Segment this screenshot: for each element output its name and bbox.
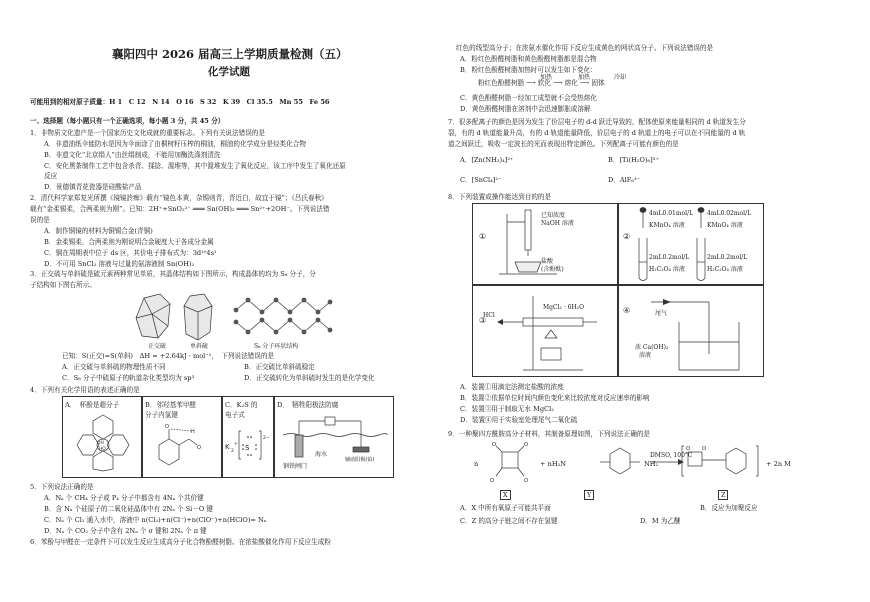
calixarene-structure	[75, 411, 131, 473]
q2-stem: 2．清代科学家郑复光所撰《镜镜詅痴》载有“镜色本黄，杂锡则青，青近白，故宜于镜”；《吕氏春秋》	[30, 194, 328, 202]
q5-option-b: B．含 Nₐ 个硅原子的二氧化硅晶体中有 2Nₐ 个 Si－O 键	[44, 505, 213, 513]
q1-option-c: C．安化黑茶制作工艺中包含杀青、揉捻、渥堆等，其中渥堆发生了氧化反应，该工序中发生了氧化还原	[44, 162, 346, 170]
q8-option-c: C．装置③用于制取无水 MgCl₂	[460, 405, 554, 413]
q7-stem-2: 裂，有的 d 轨道能量升高，有的 d 轨道能量降低，价层电子的 d 轨道上的电子可以在不同能量的 d 轨	[448, 129, 746, 137]
q8-number-1: ①	[479, 232, 487, 241]
q7-stem: 7．很多配离子的颜色是因为发生了价层电子的 d-d 跃迁导致的，配体使原来能量相同的 d 轨道发生分	[448, 118, 746, 126]
q8-box2-kmno4-conc-1: 4mL0.01mol/L	[649, 210, 694, 217]
svg-text:2−: 2−	[263, 436, 270, 441]
q4-cell-b-label-2: 分子内氢键	[145, 411, 178, 419]
q4-cell-b	[142, 396, 222, 478]
svg-text:H: H	[191, 429, 195, 435]
q4-cell-c-label: C．K₂S 的	[225, 401, 258, 409]
q6-heat-1: 加热	[540, 74, 553, 81]
svg-text:O: O	[524, 478, 529, 484]
q8-box-2	[618, 203, 764, 285]
q7-option-c: C．[SnCl₄]²⁻	[460, 176, 502, 184]
q3-stem-2: 子结构如下图右所示。	[30, 281, 96, 289]
page-subtitle: 化学试题	[208, 66, 250, 78]
q1-stem: 1．非物质文化遗产是一个国家历史文化成就的重要标志。下列有关说法错误的是	[30, 129, 265, 137]
q5-option-d: D．Nₐ 个 CO₂ 分子中含有 2Nₐ 个 σ 键和 2Nₐ 个 π 键	[44, 527, 207, 535]
k2s-electron-dot	[225, 425, 273, 469]
q9-reaction-scheme	[482, 440, 772, 492]
q1-option-a: A．非遗油纸伞能防水是因为伞面涂了由桐树籽压榨的桐油，桐油的化学成分是烃类化合物	[44, 140, 306, 148]
svg-text:S: S	[245, 444, 250, 452]
svg-text:OH: OH	[97, 441, 104, 446]
q6-option-d: D．黄色酚醛树脂在溶剂中会迅速膨胀或溶解	[460, 105, 591, 113]
q4-cell-a-label: A． 杯酚是超分子	[65, 401, 120, 409]
q6-option-b: B．粉红色酚醛树脂加热时可以发生如下变化：	[460, 66, 597, 74]
q8-box2-oxalic-conc-1: 2mL0.2mol/L	[649, 254, 690, 261]
q2-stem-3: 误的是	[30, 216, 50, 224]
caption-orthorhombic: 正交硫	[148, 343, 167, 350]
q8-box2-kmno4-2: KMnO₄ 溶液	[707, 222, 743, 229]
q7-option-d: D．AlF₆³⁻	[608, 176, 641, 184]
salicylaldehyde-structure	[151, 421, 215, 473]
q9-stem: 9．一种聚四方酰胺高分子材料，其制备原理如图，下列说法正确的是	[448, 430, 651, 438]
q6-b-chain: 粉红色酚醛树脂 ⟶ 软化 ⟶ 熔化 ⟶ 固体	[478, 79, 605, 87]
q8-option-a: A．装置①用滴定法测定盐酸的浓度	[460, 383, 564, 391]
q2-option-c: C．铜在周期表中位于 ds 区，其价电子排布式为：3d¹⁰4s¹	[44, 249, 217, 257]
q4-cell-c	[222, 396, 274, 478]
q9-byproduct: + 2n M	[766, 460, 791, 468]
page-title: 襄阳四中 2026 届高三上学期质量检测（五）	[112, 47, 348, 61]
q3-option-d: D．正交硫转化为单斜硫时发生的是化学变化	[244, 374, 375, 382]
q8-box1-naoh-2: NaOH 溶液	[541, 220, 574, 227]
q8-box3-hcl: HCl	[483, 312, 495, 319]
q6-stem: 6．苯酚与甲醛在一定条件下可以发生反应生成高分子化合物酚醛树脂。在浓盐酸催化作用下反应生成粉	[30, 538, 331, 546]
q9-condition: DMSO, 100°C	[650, 452, 693, 459]
q8-box-3	[472, 285, 618, 377]
q1-option-d: D．景德镇青花瓷器是硅酸盐产品	[44, 183, 142, 191]
gas-absorption-apparatus	[649, 290, 761, 374]
q5-stem: 5．下列说法正确的是	[30, 483, 94, 491]
q7-option-b: B．[Ti(H₂O)₆]³⁺	[608, 156, 659, 164]
q8-option-b: B．装置②依据单位时间内颜色变化来比较浓度对反应速率的影响	[460, 394, 650, 402]
q8-box2-oxalic-2: H₂C₂O₄ 溶液	[707, 266, 743, 273]
svg-text:O: O	[197, 445, 201, 451]
q3-option-a: A．正交硫与单斜硫的物理性质不同	[62, 363, 166, 371]
q8-box1-hcl-2: (含酚酞)	[541, 266, 564, 273]
svg-text:O: O	[702, 446, 707, 452]
q9-diamine-suffix: NH₂	[644, 460, 659, 468]
q4-cell-a	[62, 396, 142, 478]
svg-text:O: O	[165, 424, 169, 430]
q4-cell-c-label-2: 电子式	[225, 411, 245, 419]
q6-option-a: A．粉红色酚醛树脂和黄色酚醛树脂都是混合物	[460, 55, 597, 63]
svg-text:+: +	[234, 442, 238, 447]
q9-option-a: A．X 中所有氧原子可能共平面	[460, 504, 551, 512]
q9-label-x: X	[500, 490, 511, 500]
q3-option-c: C．S₈ 分子中硫原子的轨道杂化类型均为 sp³	[62, 374, 195, 382]
q8-box1-naoh-1: 已知浓度	[541, 212, 566, 219]
svg-text:HO: HO	[99, 447, 106, 452]
svg-text:2: 2	[231, 449, 234, 454]
q2-option-a: A．制作铜镜的材料为铜锡合金(青铜)	[44, 227, 153, 235]
aux-anode-label: 辅助阳极(铂)	[345, 456, 375, 463]
q8-box4-tail-gas: 尾气	[655, 310, 668, 317]
q8-box1-hcl-1: 盐酸	[541, 258, 554, 265]
q2-option-b: B．金柔锡柔，合两柔则为刚说明合金硬度大于各成分金属	[44, 238, 214, 246]
q4-cell-d	[274, 396, 394, 478]
q8-option-d: D．装置④用于实验室处理尾气二氧化硫	[460, 416, 578, 424]
q8-number-4: ④	[623, 306, 631, 315]
q8-number-3: ③	[479, 316, 487, 325]
q8-box2-oxalic-1: H₂C₂O₄ 溶液	[649, 266, 685, 273]
q8-box4-solution-1: 浓 Ca(OH)₂	[635, 344, 669, 351]
q9-option-c: C．Z 的高分子链之间不存在氢键	[460, 517, 558, 525]
q9-label-z: Z	[718, 490, 728, 500]
q8-stem: 8．下列装置或操作能达到目的的是	[448, 193, 552, 201]
q9-option-b: B．反应为加聚反应	[700, 504, 758, 512]
q8-box3-mgcl2: MgCl₂ · 6H₂O	[543, 304, 584, 311]
q9-diamine-prefix: + nH₂N	[540, 460, 567, 468]
q8-box2-oxalic-conc-2: 2mL0.2mol/L	[707, 254, 748, 261]
q5-option-c: C．Nₐ 个 Cl₂ 通入水中，溶液中 n(Cl₂)+n(Cl⁻)+n(ClO⁻)+n(HClO)= Nₐ	[44, 516, 267, 524]
q1-option-b: B．非遗文化“北京绢人”由丝绢制成，不能用加酶洗涤剂清洗	[44, 151, 221, 159]
q1-option-c-cont: 反应	[44, 172, 58, 180]
atomic-masses: 可能用到的相对原子质量：H 1 C 12 N 14 O 16 S 32 K 39 Cl 35.5 Mn 55 Fe 56	[30, 98, 330, 106]
caption-s8-ring: S₈ 分子环状结构	[254, 343, 299, 350]
q9-coefficient: n	[474, 460, 479, 468]
q8-box4-solution-2: 溶液	[639, 352, 652, 359]
q9-label-y: Y	[584, 490, 594, 500]
svg-text:O: O	[524, 442, 529, 448]
q8-box-4	[618, 285, 764, 377]
q6-option-c: C．黄色酚醛树脂一经加工成型就不会受热熔化	[460, 94, 597, 102]
q4-cell-b-label: B．邻羟基苯甲醛	[145, 401, 197, 409]
svg-text:O: O	[492, 442, 497, 448]
q3-known: 已知：S(正交)=S(单斜) ΔH = +2.64kJ · mol⁻¹， 下列说法错误的是	[62, 352, 275, 360]
svg-text:K: K	[225, 443, 230, 451]
q6-stem-cont: 红色的线型高分子；在浓氨水催化作用下反应生成黄色的网状高分子。下列说法错误的是	[456, 44, 714, 52]
section-heading: 一、选择题（每小题只有一个正确选项，每小题 3 分，共 45 分）	[30, 117, 225, 125]
q3-option-b: B．正交硫比单斜硫稳定	[244, 363, 315, 371]
q3-stem: 3．正交硫与单斜硫是硫元素两种常见单质，其晶体结构如下图所示，构成晶体的均为 S₈ 分子，分	[30, 270, 316, 278]
q8-box2-kmno4-1: KMnO₄ 溶液	[649, 222, 685, 229]
q4-stem: 4．下列有关化学用语的表述正确的是	[30, 386, 140, 394]
q8-number-2: ②	[623, 232, 631, 241]
q6-heat-2: 加热	[578, 74, 591, 81]
q7-stem-3: 道之间跃迁，吸收一定波长的光而表现出特定颜色。下列配离子可能有颜色的是	[448, 140, 679, 148]
svg-text:O: O	[686, 446, 691, 452]
q8-box2-kmno4-conc-2: 4mL0.02mol/L	[707, 210, 752, 217]
q2-option-d: D．不可用 SnCl₂ 溶液与过量的氨溶液制 Sn(OH)₂	[44, 260, 195, 268]
iron-gate-label: 钢铁闸门	[283, 463, 308, 470]
q4-cell-d-label: D． 牺牲阳极法防腐	[277, 401, 339, 409]
q9-option-d: D．M 为乙醚	[640, 517, 681, 525]
q6-cool: 冷却	[614, 74, 627, 81]
caption-monoclinic: 单斜硫	[190, 343, 209, 350]
svg-text:O: O	[490, 478, 495, 484]
q2-stem-2: 载有“金柔锡柔，合两柔则为刚”。已知：2H⁺+SnO₂²⁻ ═══ Sn(OH)₂ ═══ Sn²⁺+2OH⁻。下列说法错	[30, 205, 330, 213]
seawater-label: 海水	[315, 451, 328, 458]
q5-option-a: A．Nₐ 个 CH₄ 分子或 P₄ 分子中都含有 4Nₐ 个共价键	[44, 494, 204, 502]
q7-option-a: A．[Zn(NH₃)₄]²⁺	[460, 156, 514, 164]
q8-box-1	[472, 203, 618, 285]
